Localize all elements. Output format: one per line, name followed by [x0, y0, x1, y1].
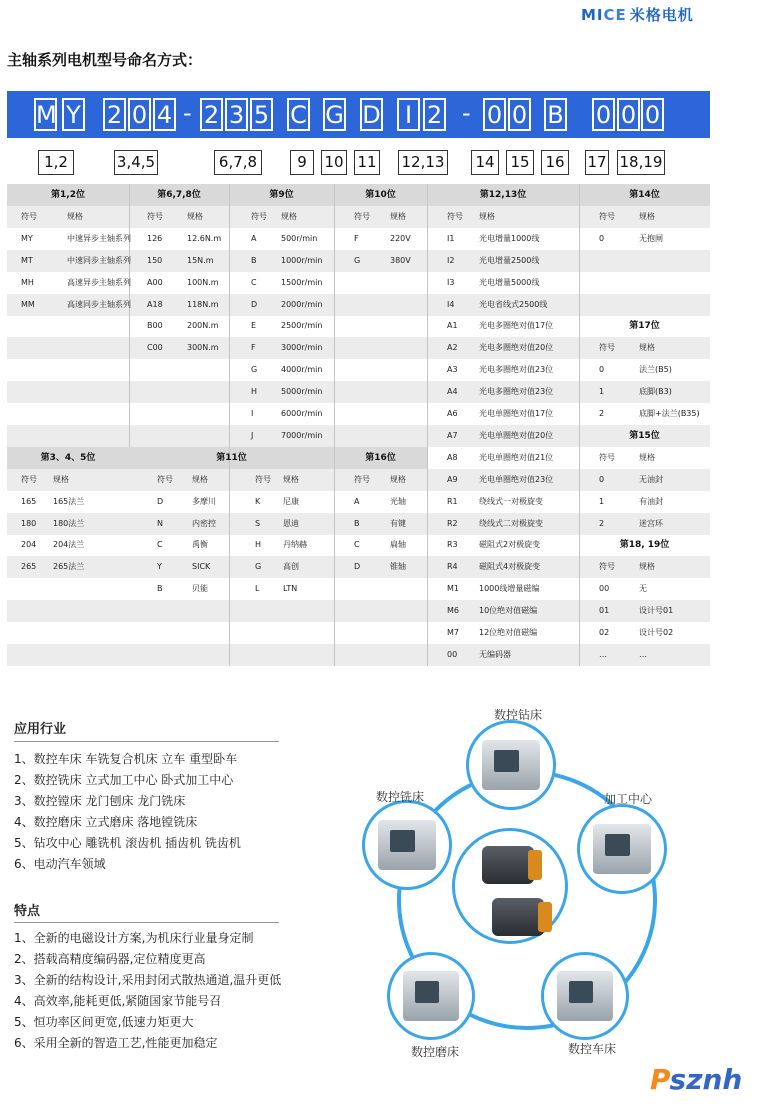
- servo-motor-image: [482, 846, 534, 884]
- table-cell: H: [251, 387, 258, 397]
- table-cell: 符号: [255, 474, 271, 484]
- list-item: 1、数控车床 车铣复合机床 立车 重型卧车: [14, 752, 238, 766]
- table-cell: R1: [447, 496, 458, 506]
- table-cell: A2: [447, 343, 458, 353]
- table-cell: D: [157, 496, 164, 506]
- table-cell: 无抱闸: [639, 233, 663, 243]
- table-cell: 光电单圈绝对值17位: [479, 409, 554, 418]
- table-row-band: [7, 359, 710, 381]
- table-cell: 锥轴: [390, 562, 406, 572]
- table-cell: 180: [21, 518, 37, 528]
- table-cell: 无编码器: [479, 649, 511, 659]
- table-cell: 光电增量2500线: [479, 255, 540, 265]
- table-cell: I: [251, 409, 254, 418]
- features-title: 特点: [14, 904, 41, 919]
- table-cell: 无油封: [639, 474, 663, 484]
- table-cell: 符号: [21, 211, 37, 221]
- table-cell: M1: [447, 584, 459, 594]
- model-code-char: 0: [483, 98, 506, 131]
- table-cell: 规格: [639, 211, 655, 221]
- table-cell: 光电省线式2500线: [479, 299, 548, 309]
- table-cell: 380V: [390, 255, 411, 265]
- model-code-char: 0: [641, 98, 664, 131]
- table-cell: 法兰(B5): [639, 365, 672, 375]
- table-cell: MY: [21, 233, 33, 243]
- list-item: 6、采用全新的智造工艺,性能更加稳定: [14, 1036, 218, 1050]
- table-cell: 光电增量5000线: [479, 277, 540, 287]
- table-cell: 光轴: [390, 496, 406, 506]
- table-cell: 规格: [639, 562, 655, 572]
- table-cell: 126: [147, 233, 163, 243]
- table-cell: 165: [21, 496, 37, 506]
- label-drill: 数控钻床: [494, 708, 543, 722]
- table-cell: 符号: [147, 211, 163, 221]
- table-cell: 118N.m: [187, 299, 219, 309]
- table-group-title: 第15位: [629, 430, 660, 441]
- table-cell: 有键: [390, 518, 406, 528]
- naming-table: [7, 184, 710, 667]
- model-code-char: 3: [225, 98, 248, 131]
- position-box: 11: [354, 150, 380, 175]
- table-cell: A3: [447, 365, 458, 375]
- table-cell: A18: [147, 299, 163, 309]
- table-cell: 扁轴: [390, 540, 406, 550]
- table-cell: 底脚(B3): [639, 387, 672, 397]
- table-cell: 符号: [599, 562, 615, 572]
- table-cell: 00: [599, 584, 610, 594]
- table-cell: MT: [21, 255, 33, 265]
- table-cell: C: [251, 277, 257, 287]
- list-item: 2、搭载高精度编码器,定位精度更高: [14, 952, 206, 966]
- table-cell: 150: [147, 255, 163, 265]
- table-cell: 内密控: [192, 518, 216, 528]
- model-code-char: 0: [592, 98, 615, 131]
- table-cell: 1: [599, 387, 605, 397]
- table-cell: A00: [147, 277, 163, 287]
- table-cell: 符号: [21, 474, 37, 484]
- position-box: 1,2: [38, 150, 74, 175]
- list-item: 1、全新的电磁设计方案,为机床行业量身定制: [14, 931, 254, 945]
- list-item: 4、数控磨床 立式磨床 落地镗铣床: [14, 815, 198, 829]
- table-cell: B: [157, 584, 163, 594]
- table-cell: …: [639, 649, 647, 659]
- model-code-char: 0: [128, 98, 151, 131]
- model-code-char: 2: [423, 98, 446, 131]
- table-group-title: 第1,2位: [51, 190, 85, 200]
- table-cell: E: [251, 321, 257, 331]
- label-center: 加工中心: [604, 792, 653, 806]
- table-cell: 规格: [283, 474, 299, 484]
- table-cell: M7: [447, 628, 459, 637]
- table-cell: 底脚+法兰(B35): [639, 409, 700, 418]
- table-cell: 高创: [283, 562, 299, 572]
- table-cell: 规格: [390, 211, 406, 221]
- table-cell: N: [157, 518, 163, 528]
- model-code-char: B: [544, 98, 567, 131]
- table-cell: 中速同步主轴系列: [67, 255, 131, 265]
- table-cell: B00: [147, 321, 163, 331]
- watermark-logo: Psznh: [650, 1063, 743, 1096]
- applications-divider: [14, 741, 279, 742]
- table-cell: LTN: [283, 584, 298, 594]
- table-row-band: [7, 403, 710, 425]
- model-code-bar: [7, 91, 710, 138]
- position-box: 14: [471, 150, 499, 175]
- table-group-title: 第18, 19位: [619, 540, 670, 551]
- brand-logo: MICE 米格电机: [581, 6, 694, 24]
- table-cell: 高速同步主轴系列: [67, 299, 131, 309]
- list-item: 4、高效率,能耗更低,紧随国家节能号召: [14, 994, 222, 1008]
- table-cell: 光电多圈绝对值23位: [479, 365, 554, 375]
- label-mill: 数控铣床: [376, 790, 425, 804]
- table-cell: 符号: [354, 211, 370, 221]
- applications-list: [14, 749, 241, 875]
- table-cell: H: [255, 540, 262, 550]
- table-cell: 有油封: [639, 496, 663, 506]
- table-cell: 1000r/min: [281, 255, 323, 265]
- table-cell: 2000r/min: [281, 299, 323, 309]
- list-item: 6、电动汽车领域: [14, 857, 106, 871]
- table-cell: A: [354, 496, 360, 506]
- mill-machine-image: [362, 800, 452, 890]
- position-box: 3,4,5: [114, 150, 158, 175]
- table-cell: A4: [447, 387, 458, 397]
- table-cell: 2: [599, 409, 605, 418]
- table-cell: 设计号01: [639, 606, 674, 616]
- table-row-band: [7, 381, 710, 403]
- list-item: 5、钻攻中心 雕铣机 滚齿机 插齿机 铣齿机: [14, 836, 241, 850]
- table-cell: 7000r/min: [281, 430, 323, 440]
- table-cell: 绕线式二对极旋变: [479, 518, 543, 528]
- model-code-char: C: [287, 98, 310, 131]
- table-cell: 符号: [599, 211, 615, 221]
- table-cell: MM: [21, 299, 35, 309]
- model-code-dash: -: [183, 99, 192, 127]
- table-cell: 符号: [157, 474, 173, 484]
- table-cell: 204: [21, 540, 37, 550]
- table-group-title: 第11位: [216, 452, 247, 463]
- model-code-char: 2: [103, 98, 126, 131]
- table-divider: [229, 184, 230, 666]
- table-cell: 10位绝对值磁编: [479, 606, 538, 616]
- table-cell: 多摩川: [192, 496, 216, 506]
- table-cell: K: [255, 496, 261, 506]
- grinder-machine-image: [387, 952, 475, 1040]
- table-cell: 丹纳赫: [283, 540, 307, 550]
- table-cell: 光电增量1000线: [479, 233, 540, 243]
- table-cell: S: [255, 518, 261, 528]
- table-cell: 磁阻式4对极旋变: [479, 562, 541, 572]
- table-cell: 设计号02: [639, 628, 674, 637]
- table-cell: 300N.m: [187, 343, 219, 353]
- table-cell: 3000r/min: [281, 343, 323, 353]
- table-cell: C: [157, 540, 163, 550]
- table-cell: 0: [599, 233, 605, 243]
- features-list: [14, 928, 281, 1054]
- table-cell: 规格: [390, 474, 406, 484]
- table-cell: 02: [599, 628, 610, 637]
- list-item: 2、数控铣床 立式加工中心 卧式加工中心: [14, 773, 234, 787]
- position-box: 17: [585, 150, 609, 175]
- table-cell: A7: [447, 430, 458, 440]
- model-code-char: Y: [62, 98, 85, 131]
- table-cell: 2500r/min: [281, 321, 323, 331]
- spindle-motor-image: [492, 898, 544, 936]
- machining-center-image: [577, 804, 667, 894]
- table-cell: 15N.m: [187, 255, 214, 265]
- model-code-char: I: [397, 98, 420, 131]
- position-box: 18,19: [617, 150, 665, 175]
- table-cell: D: [354, 562, 361, 572]
- table-cell: 6000r/min: [281, 409, 323, 418]
- table-cell: 符号: [354, 474, 370, 484]
- table-cell: 符号: [599, 343, 615, 353]
- label-lathe: 数控车床: [568, 1042, 617, 1056]
- table-divider: [334, 184, 335, 666]
- table-cell: 180法兰: [53, 518, 85, 528]
- table-cell: F: [354, 233, 359, 243]
- model-code-char: 2: [200, 98, 223, 131]
- table-cell: SICK: [192, 562, 211, 572]
- page-title: 主轴系列电机型号命名方式：: [7, 51, 203, 69]
- model-code-char: 5: [250, 98, 273, 131]
- model-code-char: M: [34, 98, 57, 131]
- table-cell: 符号: [251, 211, 267, 221]
- table-cell: 无: [639, 584, 647, 594]
- table-cell: B: [251, 255, 257, 265]
- table-cell: 00: [447, 649, 458, 659]
- model-code-char: D: [360, 98, 383, 131]
- table-cell: 规格: [639, 343, 655, 353]
- list-item: 5、恒功率区间更宽,低速力矩更大: [14, 1015, 194, 1029]
- table-cell: 符号: [599, 452, 615, 462]
- table-cell: 光电单圈绝对值23位: [479, 474, 554, 484]
- table-cell: G: [354, 255, 361, 265]
- table-cell: 4000r/min: [281, 365, 323, 375]
- table-cell: 迷宫环: [639, 518, 663, 528]
- table-cell: I3: [447, 277, 455, 287]
- table-cell: 高速异步主轴系列: [67, 277, 131, 287]
- model-code-char: G: [323, 98, 346, 131]
- model-code-char: 4: [153, 98, 176, 131]
- table-divider: [427, 184, 428, 666]
- table-cell: 0: [599, 474, 605, 484]
- table-cell: G: [251, 365, 258, 375]
- table-cell: 100N.m: [187, 277, 219, 287]
- table-cell: I1: [447, 233, 455, 243]
- table-cell: 500r/min: [281, 233, 318, 243]
- table-cell: I4: [447, 299, 455, 309]
- table-cell: A6: [447, 409, 458, 418]
- table-cell: 165法兰: [53, 496, 85, 506]
- table-cell: 220V: [390, 233, 411, 243]
- table-cell: 光电多圈绝对值20位: [479, 343, 554, 353]
- table-cell: D: [251, 299, 258, 309]
- position-box: 9: [290, 150, 314, 175]
- table-cell: F: [251, 343, 256, 353]
- drill-machine-image: [466, 720, 556, 810]
- table-group-title: 第6,7,8位: [157, 190, 201, 200]
- table-cell: A9: [447, 474, 458, 484]
- table-cell: 265法兰: [53, 562, 85, 572]
- table-cell: 磁阻式2对极旋变: [479, 540, 541, 550]
- model-code-dash: -: [462, 99, 471, 127]
- table-cell: 符号: [447, 211, 463, 221]
- table-cell: 恩迪: [283, 518, 299, 528]
- table-cell: C00: [147, 343, 163, 353]
- model-code-char: 0: [617, 98, 640, 131]
- table-cell: 规格: [281, 211, 297, 221]
- table-cell: 规格: [192, 474, 208, 484]
- table-group-title: 第9位: [269, 190, 294, 200]
- position-box: 12,13: [398, 150, 448, 175]
- table-cell: M6: [447, 606, 459, 616]
- table-cell: R3: [447, 540, 458, 550]
- table-group-title: 第12,13位: [479, 190, 527, 200]
- applications-title: 应用行业: [14, 722, 67, 737]
- table-cell: R4: [447, 562, 458, 572]
- table-cell: MH: [21, 277, 34, 287]
- table-cell: 规格: [67, 211, 83, 221]
- table-cell: I2: [447, 255, 455, 265]
- model-code-char: 0: [508, 98, 531, 131]
- table-cell: 规格: [53, 474, 69, 484]
- table-cell: Y: [157, 562, 162, 572]
- table-cell: G: [255, 562, 262, 572]
- table-cell: 禹衡: [192, 540, 208, 550]
- table-cell: 1000线增量磁编: [479, 584, 540, 594]
- table-cell: A: [251, 233, 257, 243]
- table-cell: 光电多圈绝对值23位: [479, 387, 554, 397]
- table-cell: 光电单圈绝对值20位: [479, 430, 554, 440]
- table-cell: 204法兰: [53, 540, 85, 550]
- features-divider: [14, 922, 279, 923]
- table-cell: 规格: [479, 211, 495, 221]
- table-cell: 贝能: [192, 584, 208, 594]
- table-cell: 光电单圈绝对值21位: [479, 452, 554, 462]
- table-cell: 绕线式一对极旋变: [479, 496, 543, 506]
- position-box: 15: [506, 150, 534, 175]
- table-cell: 中速异步主轴系列: [67, 233, 131, 243]
- position-box: 6,7,8: [214, 150, 262, 175]
- list-item: 3、全新的结构设计,采用封闭式散热通道,温升更低: [14, 973, 282, 987]
- table-group-title: 第14位: [629, 190, 660, 200]
- table-cell: 1: [599, 496, 605, 506]
- table-group-title: 第10位: [365, 190, 396, 200]
- table-cell: 2: [599, 518, 605, 528]
- table-cell: C: [354, 540, 360, 550]
- list-item: 3、数控镗床 龙门刨床 龙门铣床: [14, 794, 186, 808]
- table-cell: 尼康: [283, 496, 299, 506]
- table-cell: 200N.m: [187, 321, 219, 331]
- table-cell: R2: [447, 518, 458, 528]
- label-grinder: 数控磨床: [411, 1045, 460, 1059]
- table-cell: J: [251, 430, 254, 440]
- table-cell: A1: [447, 321, 458, 331]
- table-cell: 规格: [639, 452, 655, 462]
- table-group-title: 第16位: [365, 452, 396, 463]
- table-group-title: 第3、4、5位: [40, 452, 96, 463]
- position-box: 10: [321, 150, 347, 175]
- table-group-title: 第17位: [629, 321, 660, 332]
- table-cell: 265: [21, 562, 37, 572]
- table-cell: …: [599, 649, 607, 659]
- table-cell: 12位绝对值磁编: [479, 628, 538, 637]
- table-cell: 01: [599, 606, 610, 616]
- lathe-machine-image: [541, 952, 629, 1040]
- table-cell: 0: [599, 365, 605, 375]
- table-cell: 12.6N.m: [187, 233, 222, 243]
- table-cell: 光电多圈绝对值17位: [479, 321, 554, 331]
- table-cell: L: [255, 584, 260, 594]
- table-cell: 5000r/min: [281, 387, 323, 397]
- table-cell: A8: [447, 452, 458, 462]
- position-box: 16: [541, 150, 569, 175]
- table-cell: 规格: [187, 211, 203, 221]
- table-cell: B: [354, 518, 360, 528]
- table-cell: 1500r/min: [281, 277, 323, 287]
